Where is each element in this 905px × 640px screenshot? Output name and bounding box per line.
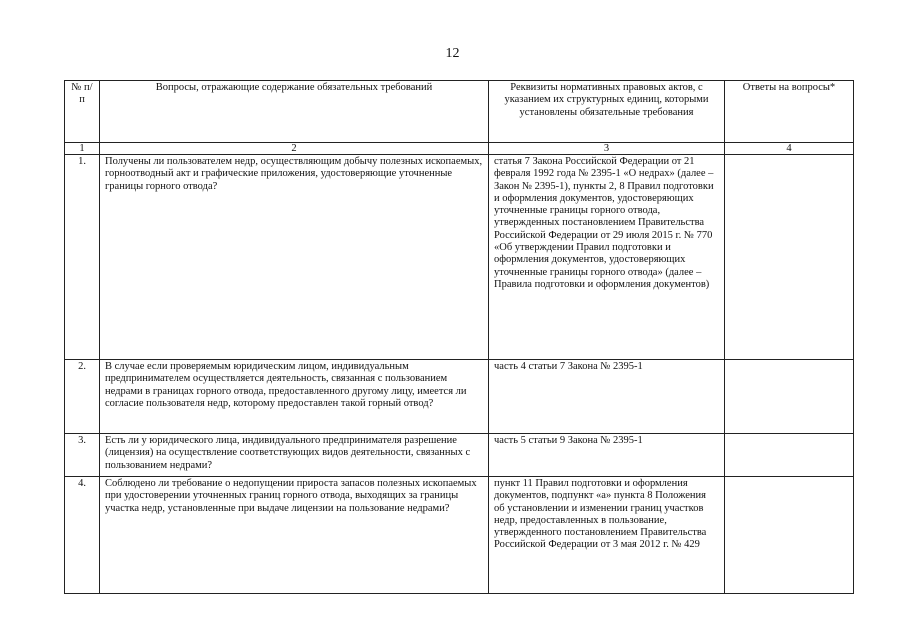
question-text: Получены ли пользователем недр, осуществляющим добычу полезных ископаемых, горноотводный акт и графические приложения, удостоверяющие уточненные границы горного отвода? <box>100 155 489 360</box>
legal-reference: часть 4 статьи 7 Закона № 2395-1 <box>489 360 725 434</box>
question-text: В случае если проверяемым юридическим лицом, индивидуальным предпринимателем осуществляется деятельность, связанная с пользованием недрами в границах горного отвода, предоставленного другому лицу, имеется ли согласие пользователя недр, которому предоставлен такой горный отвод? <box>100 360 489 434</box>
answer-cell <box>725 434 854 477</box>
table-header-row <box>65 81 854 143</box>
question-text: Соблюдено ли требование о недопущении прироста запасов полезных ископаемых при удостоверении уточненных границ горного отвода, выходящих за границы участка недр, установленные при выдаче лицензии на пользование недрами? <box>100 477 489 594</box>
column-number: 3 <box>489 143 725 155</box>
answer-cell <box>725 477 854 594</box>
requirements-table <box>64 80 854 594</box>
table-row <box>65 155 854 360</box>
legal-reference: статья 7 Закона Российской Федерации от 21 февраля 1992 года № 2395-1 «О недрах» (далее – Закон № 2395-1), пункты 2, 8 Правил подготовки и оформления документов, удостоверяющих уточненные границы горного отвода, утвержденных постановлением Правительства Российской Федерации от 29 июля 2015 г. № 770 «Об утверждении Правил подготовки и оформления документов, удостоверяющих уточненные границы горного отвода» (далее – Правила подготовки и оформления документов) <box>489 155 725 360</box>
row-number: 1. <box>65 155 100 360</box>
row-number: 4. <box>65 477 100 594</box>
header-legal-references: Реквизиты нормативных правовых актов, с указанием их структурных единиц, которыми установлены обязательные требования <box>489 81 725 143</box>
table-row <box>65 434 854 477</box>
page-number: 12 <box>445 46 460 61</box>
legal-reference: пункт 11 Правил подготовки и оформления документов, подпункт «а» пункта 8 Положения об установлении и изменении границ участков недр, предоставленных в пользование, утвержденного постановлением Правительства Российской Федерации от 3 мая 2012 г. № 429 <box>489 477 725 594</box>
question-text: Есть ли у юридического лица, индивидуального предпринимателя разрешение (лицензия) на осуществление соответствующих видов деятельности, связанных с пользованием недрами? <box>100 434 489 477</box>
row-number: 2. <box>65 360 100 434</box>
column-number-row <box>65 143 854 155</box>
header-number: № п/п <box>65 81 100 143</box>
column-number: 2 <box>100 143 489 155</box>
column-number: 4 <box>725 143 854 155</box>
answer-cell <box>725 155 854 360</box>
header-answers: Ответы на вопросы* <box>725 81 854 143</box>
table-row <box>65 360 854 434</box>
column-number: 1 <box>65 143 100 155</box>
header-questions: Вопросы, отражающие содержание обязательных требований <box>100 81 489 143</box>
row-number: 3. <box>65 434 100 477</box>
answer-cell <box>725 360 854 434</box>
table-row <box>65 477 854 594</box>
legal-reference: часть 5 статьи 9 Закона № 2395-1 <box>489 434 725 477</box>
